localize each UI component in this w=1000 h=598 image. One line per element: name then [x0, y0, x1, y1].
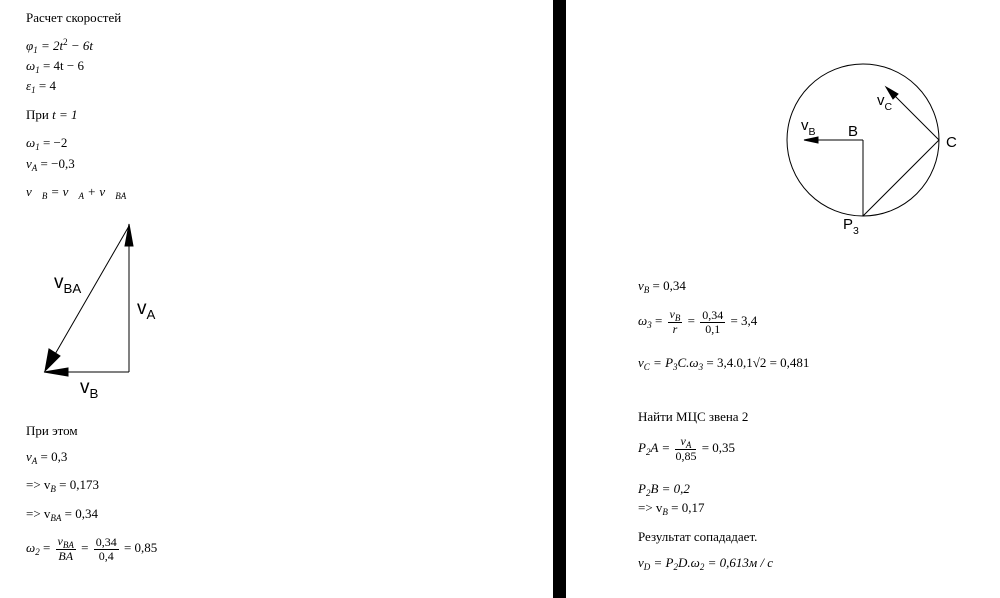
equation-vb-check: => $v_B = 0,17$: [638, 500, 705, 517]
section-label-result: Результат сопададает.: [638, 529, 758, 544]
equation-omega1: $\omega_1 = 4t - 6$: [26, 58, 84, 75]
label-va: $v_A$: [137, 298, 156, 322]
wheel-label-vb: $v_B$: [801, 117, 816, 138]
equation-phi1: $\varphi_1 = 2t^2 - 6t$: [26, 37, 93, 55]
equation-omega1-value: $\omega_1 = -2$: [26, 135, 68, 152]
section-label-then: При этом: [26, 423, 78, 438]
section-label-find: Найти МЦС звена 2: [638, 409, 749, 424]
label-vb: $v_B$: [80, 377, 99, 401]
equation-omega3: $\omega_3$ = $\frac{v_B}{r}$ = $\frac{0,34}{0,1}$ = 3,4: [638, 307, 758, 337]
wheel-diagram: [787, 64, 939, 216]
equation-vector-sum: $v⃗_B$ = $v⃗_A$ + $v⃗_{BA}$: [26, 184, 127, 201]
equation-vb: => $v_B = 0,173$: [26, 477, 100, 494]
equation-omega2: $\omega_2$ = $\frac{v_{BA}}{BA}$ = $\frac{0,34}{0,4}$ = 0,85: [26, 534, 158, 564]
equation-eps1: $\varepsilon_1 = 4$: [26, 78, 56, 95]
vba-arrowhead: [45, 349, 60, 371]
equation-vb-right: $v_B = 0,34$: [638, 278, 686, 295]
condition-line: При t = 1: [26, 107, 78, 122]
wheel-label-vc: $v_C$: [877, 92, 893, 113]
page-title: Расчет скоростей: [26, 10, 122, 25]
wheel-p3-c-line: [863, 140, 939, 216]
label-vba: $v_{BA}$: [54, 272, 82, 296]
vb-arrowhead: [44, 368, 68, 376]
equation-va-positive: $v_A = 0,3$: [26, 449, 68, 466]
velocity-triangle: [44, 224, 133, 376]
equation-p2b: $P_2B = 0,2$: [638, 481, 690, 498]
equation-vc: $v_C = P_3C.\omega_3 = 3,4.0,1√2 = 0,481$: [638, 355, 810, 372]
wheel-label-b: B: [848, 123, 859, 140]
equation-vba: => $v_{BA} = 0,34$: [26, 506, 99, 523]
wheel-label-p3: $P_3$: [843, 216, 859, 237]
wheel-c-vc-line: [893, 94, 939, 140]
equation-vd: $v_D = P_2D.\omega_2 = 0,613м / с$: [638, 555, 774, 572]
equation-va: $v_A = -0,3$: [26, 156, 75, 173]
va-arrowhead: [125, 224, 133, 246]
wheel-label-c: C: [946, 134, 957, 151]
equation-p2a: $P_2A$ = $\frac{v_A}{0,85}$ = 0,35: [638, 434, 736, 464]
